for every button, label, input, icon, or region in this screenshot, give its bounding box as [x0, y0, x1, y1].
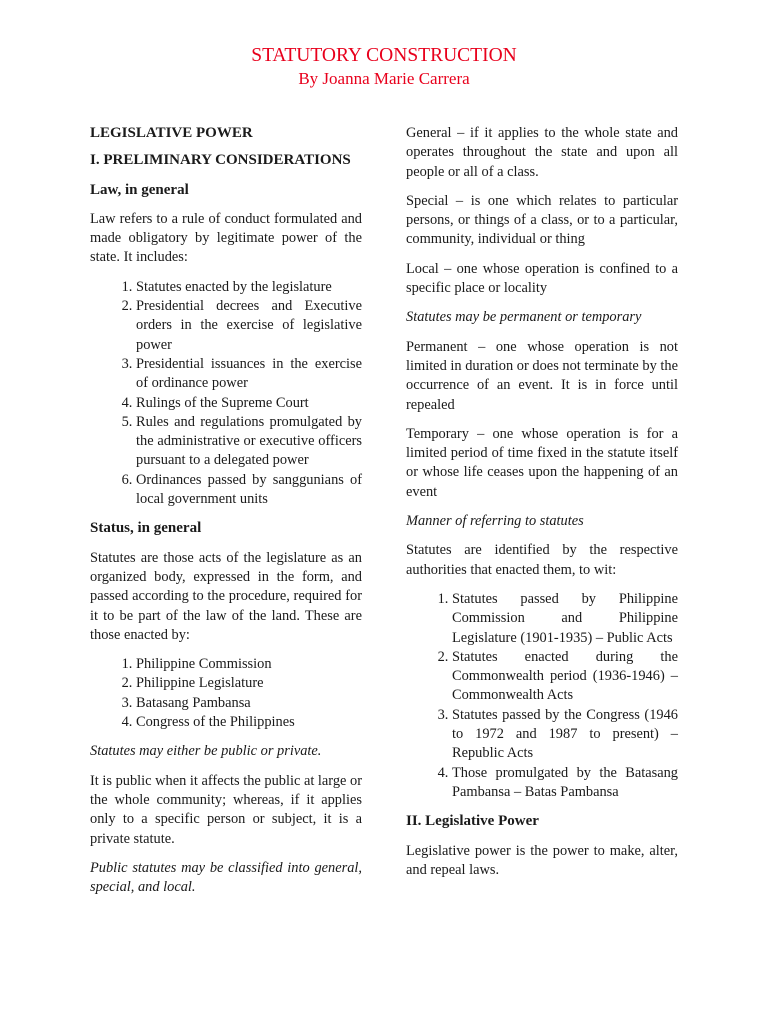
list-item: 3. Statutes passed by the Congress (1946 to 1972 and 1987 to present) – Republic Acts: [452, 706, 678, 764]
document-author: By Joanna Marie Carrera: [298, 69, 470, 88]
paragraph-public-or-private: Statutes may either be public or private.: [90, 743, 322, 760]
paragraph-public-classification: Public statutes may be classified into general, special, and local.: [90, 859, 362, 896]
paragraph-identified: Statutes are identified by the respective authorities that enacted them, to wit:: [406, 542, 678, 578]
list-item: 2. Presidential decrees and Executive orders in the exercise of legislative power: [136, 297, 362, 355]
law-includes-list: [90, 278, 362, 510]
list-item: 3. Batasang Pambansa: [136, 694, 362, 713]
paragraph-permanent-or-temporary: Statutes may be permanent or temporary: [406, 309, 642, 326]
identified-statutes-list: [406, 590, 678, 802]
list-item: 4. Congress of the Philippines: [136, 713, 362, 732]
document-header: [0, 44, 768, 90]
left-column: [90, 124, 362, 907]
paragraph-legislative-power: Legislative power is the power to make, alter, and repeal laws.: [406, 842, 678, 878]
list-item: 1. Statutes passed by Philippine Commission and Philippine Legislature (1901-1935) – Public Acts: [452, 590, 678, 648]
paragraph-manner-of-referring: Manner of referring to statutes: [406, 513, 584, 530]
document-title: STATUTORY CONSTRUCTION: [251, 45, 517, 66]
list-item: 2. Statutes enacted during the Commonwealth period (1936-1946) – Commonwealth Acts: [452, 648, 678, 706]
heading-legislative-power-section: II. Legislative Power: [406, 813, 539, 830]
list-item: 5. Rules and regulations promulgated by the administrative or executive officers pursuant to a delegated power: [136, 413, 362, 471]
paragraph-statutes-definition: Statutes are those acts of the legislature as an organized body, expressed in the form, and passed according to the procedure, required for it to be part of the law of the land. These are those enacted by:: [90, 549, 362, 643]
paragraph-general: General – if it applies to the whole state and operates throughout the state and upon all people or all of a class.: [406, 125, 678, 180]
list-item: 1. Statutes enacted by the legislature: [136, 278, 362, 297]
heading-preliminary-considerations: I. PRELIMINARY CONSIDERATIONS: [90, 152, 351, 169]
paragraph-local: Local – one whose operation is confined to a specific place or locality: [406, 260, 678, 297]
paragraph-public-private-explanation: It is public when it affects the public at large or the whole community; whereas, if it applies only to a specific person or subject, it is a private statute.: [90, 772, 363, 847]
list-item: 2. Philippine Legislature: [136, 674, 362, 693]
heading-law-in-general: Law, in general: [90, 181, 189, 198]
paragraph-permanent: Permanent – one whose operation is not limited in duration or does not terminate by the occurrence of an event. It is in force until repealed: [406, 338, 678, 413]
list-item: 3. Presidential issuances in the exercise of ordinance power: [136, 355, 362, 394]
enacted-by-list: [90, 655, 362, 732]
list-item: 4. Rulings of the Supreme Court: [136, 394, 362, 413]
list-item: 4. Those promulgated by the Batasang Pambansa – Batas Pambansa: [452, 764, 678, 803]
paragraph-special: Special – is one which relates to particular persons, or things of a class, or to a particular, community, individual or thing: [406, 192, 678, 248]
heading-legislative-power: LEGISLATIVE POWER: [90, 125, 253, 141]
paragraph-law-definition: Law refers to a rule of conduct formulated and made obligatory by legitimate power of the state. It includes:: [90, 210, 362, 266]
list-item: 6. Ordinances passed by sanggunians of local government units: [136, 471, 362, 510]
right-column: [406, 124, 678, 890]
heading-status-in-general: Status, in general: [90, 520, 202, 537]
paragraph-temporary: Temporary – one whose operation is for a limited period of time fixed in the statute itself or whose life ceases upon the happening of an event: [406, 425, 678, 500]
list-item: 1. Philippine Commission: [136, 655, 362, 674]
